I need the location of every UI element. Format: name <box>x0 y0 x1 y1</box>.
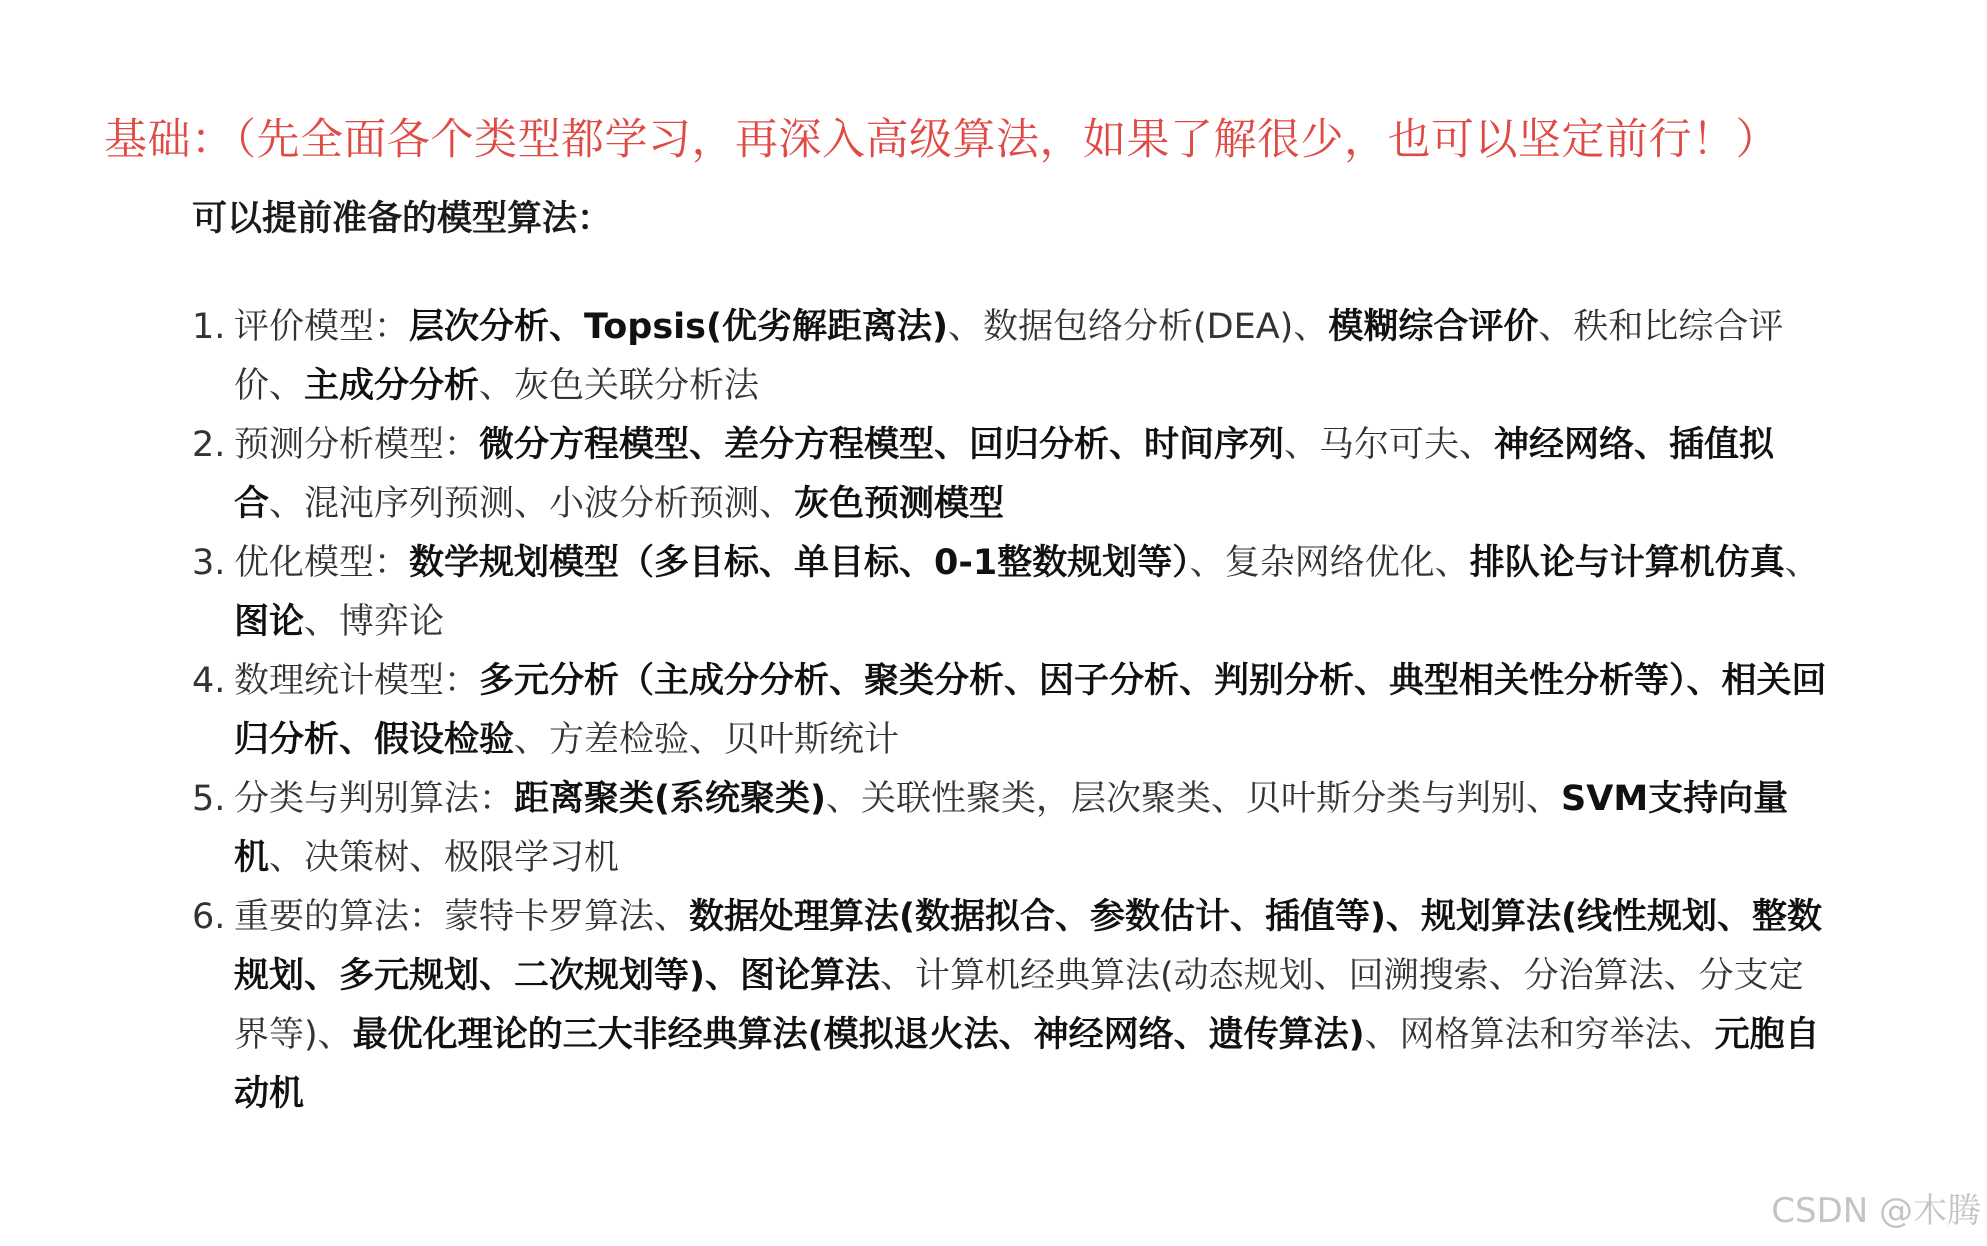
list-item-number: 3. <box>192 543 226 583</box>
bold-term: 微分方程模型、差分方程模型、回归分析、时间序列 <box>479 425 1285 465</box>
list-item-classification <box>192 770 1832 888</box>
list-item-optimization <box>192 534 1832 652</box>
plain-text: 、混沌序列预测、小波分析预测、 <box>269 484 795 524</box>
list-item-statistics <box>192 652 1832 770</box>
bold-term: 元胞自动机 <box>234 1015 1820 1114</box>
bold-term: 模糊综合评价 <box>1328 307 1539 347</box>
list-item-algorithms <box>192 888 1832 1124</box>
plain-text: 评价模型： <box>234 307 410 347</box>
csdn-watermark: CSDN @木腾 <box>1771 1191 1981 1231</box>
plain-text: 、 <box>1784 543 1820 583</box>
plain-text: 、计算机经典算法(动态规划、回溯搜索、分治算法、分支定界等)、 <box>234 956 1804 1055</box>
model-list <box>192 298 1832 1124</box>
plain-text: 、数据包络分析(DEA)、 <box>948 307 1329 347</box>
list-item-number: 4. <box>192 661 226 701</box>
list-item-body <box>234 534 1832 652</box>
list-item-body <box>234 888 1832 1124</box>
list-item-prediction <box>192 416 1832 534</box>
plain-text: 、马尔可夫、 <box>1284 425 1495 465</box>
bold-term: 距离聚类(系统聚类) <box>514 779 827 819</box>
bold-term: 神经网络、插值拟合 <box>234 425 1775 524</box>
list-item-body <box>234 298 1832 416</box>
plain-text: 、博弈论 <box>304 602 445 642</box>
bold-term: 灰色预测模型 <box>794 484 1005 524</box>
bold-term: 多元分析（主成分分析、聚类分析、因子分析、判别分析、典型相关性分析等）、相关回归分析、假设检验 <box>234 661 1827 760</box>
list-item-body <box>234 652 1832 770</box>
list-item-evaluation <box>192 298 1832 416</box>
bold-term: SVM支持向量机 <box>234 779 1789 878</box>
plain-text: 分类与判别算法： <box>234 779 515 819</box>
plain-text: 预测分析模型： <box>234 425 480 465</box>
bold-term: 层次分析、Topsis(优劣解距离法) <box>409 307 948 347</box>
plain-text: 、秩和比综合评价、 <box>234 307 1784 406</box>
plain-text: 数理统计模型： <box>234 661 480 701</box>
plain-text: 蒙特卡罗算法、 <box>444 897 690 937</box>
list-item-number: 1. <box>192 307 226 347</box>
list-item-number: 5. <box>192 779 226 819</box>
bold-term: 数学规划模型（多目标、单目标、0-1整数规划等） <box>409 543 1190 583</box>
list-item-body <box>234 770 1832 888</box>
list-item-number: 6. <box>192 897 226 937</box>
bold-term: 最优化理论的三大非经典算法(模拟退火法、神经网络、遗传算法) <box>352 1015 1365 1055</box>
list-item-body <box>234 416 1832 534</box>
bold-term: 数据处理算法(数据拟合、参数估计、插值等)、规划算法(线性规划、整数规划、多元规划、二次规划等)、图论算法 <box>234 897 1823 996</box>
plain-text: 、方差检验、贝叶斯统计 <box>514 720 900 760</box>
plain-text: 、复杂网络优化、 <box>1189 543 1470 583</box>
plain-text: 、关联性聚类，层次聚类、贝叶斯分类与判别、 <box>826 779 1562 819</box>
bold-term: 排队论与计算机仿真 <box>1469 543 1785 583</box>
plain-text: 、网格算法和穷举法、 <box>1364 1015 1715 1055</box>
plain-text: 、决策树、极限学习机 <box>269 838 620 878</box>
page-title: 基础：（先全面各个类型都学习，再深入高级算法，如果了解很少，也可以坚定前行！） <box>104 115 1779 165</box>
section-subtitle: 可以提前准备的模型算法： <box>192 199 613 239</box>
plain-text: 、灰色关联分析法 <box>479 366 760 406</box>
plain-text: 优化模型： <box>234 543 410 583</box>
bold-term: 主成分分析 <box>304 366 480 406</box>
list-item-number: 2. <box>192 425 226 465</box>
bold-term: 图论 <box>234 602 305 642</box>
plain-text: 重要的算法： <box>234 897 445 937</box>
